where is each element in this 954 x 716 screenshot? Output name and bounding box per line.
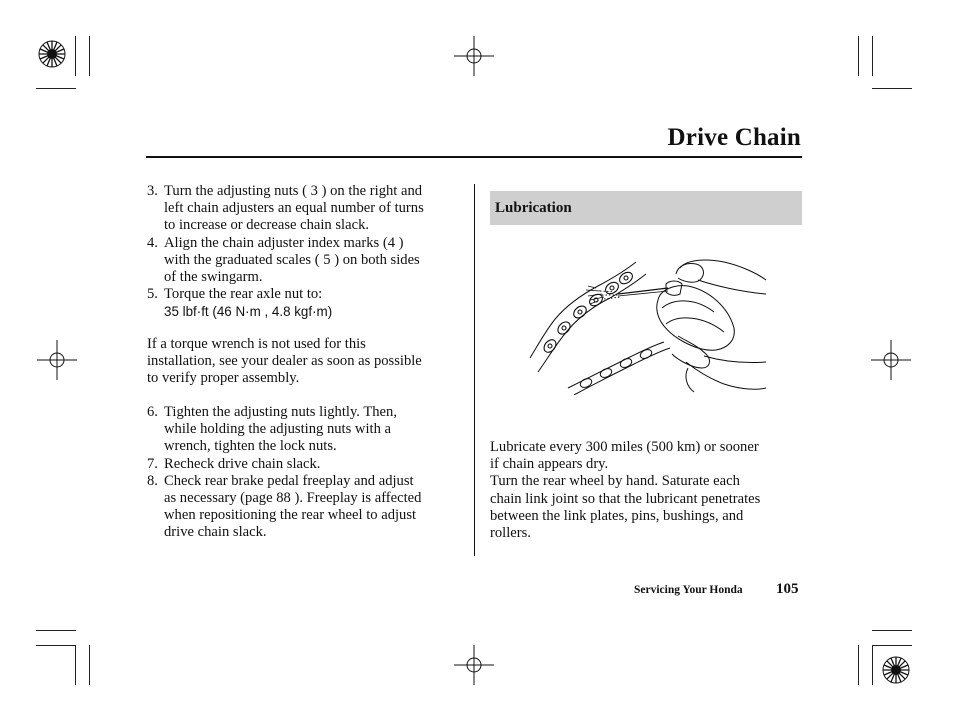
step-item: 4. Align the chain adjuster index marks (4 ) with the graduated scales ( 5 ) on both sides of the swingarm. xyxy=(147,234,420,286)
registration-target-icon xyxy=(36,38,68,70)
footer-section-name: Servicing Your Honda xyxy=(634,584,743,596)
steps-list-b-wrap xyxy=(147,404,467,542)
crosshair-mark-icon xyxy=(454,36,494,76)
lubrication-text: Lubricate every 300 miles (500 km) or sooner if chain appears dry. Turn the rear wheel by hand. Saturate each chain link joint so that the lubricant penetrates between the link plates, pins, bushings, and rollers. xyxy=(490,439,761,542)
torque-note: If a torque wrench is not used for this installation, see your dealer as soon as possible to verify proper assembly. xyxy=(147,336,422,387)
page-title: Drive Chain xyxy=(667,124,801,151)
step-item: 5. Torque the rear axle nut to: 35 lbf·ft (46 N·m , 4.8 kgf·m) xyxy=(147,286,467,320)
page-number: 105 xyxy=(776,581,799,597)
step-item: 6. Tighten the adjusting nuts lightly. Then, while holding the adjusting nuts with a wrench, tighten the lock nuts. xyxy=(147,404,397,455)
step-item: 8. Check rear brake pedal freeplay and adjust as necessary (page 88 ). Freeplay is affected when repositioning the rear wheel to adjust drive chain slack. xyxy=(147,472,422,541)
steps-list-a xyxy=(147,183,467,321)
step-item: 3. Turn the adjusting nuts ( 3 ) on the right and left chain adjusters an equal number of turns to increase or decrease chain slack. xyxy=(147,183,424,234)
spray-can-chain-illustration xyxy=(528,250,768,395)
left-column xyxy=(147,183,467,321)
torque-spec: 35 lbf·ft (46 N·m , 4.8 kgf·m) xyxy=(164,304,333,320)
section-heading-bar xyxy=(490,191,802,225)
registration-target-icon xyxy=(880,654,912,686)
section-heading: Lubrication xyxy=(495,200,572,216)
column-divider xyxy=(474,184,475,556)
step-item: 7. Recheck drive chain slack. xyxy=(147,455,321,472)
crosshair-mark-icon xyxy=(871,340,911,380)
crosshair-mark-icon xyxy=(454,645,494,685)
header-rule xyxy=(146,156,802,158)
steps-list-b xyxy=(147,404,467,542)
crosshair-mark-icon xyxy=(37,340,77,380)
